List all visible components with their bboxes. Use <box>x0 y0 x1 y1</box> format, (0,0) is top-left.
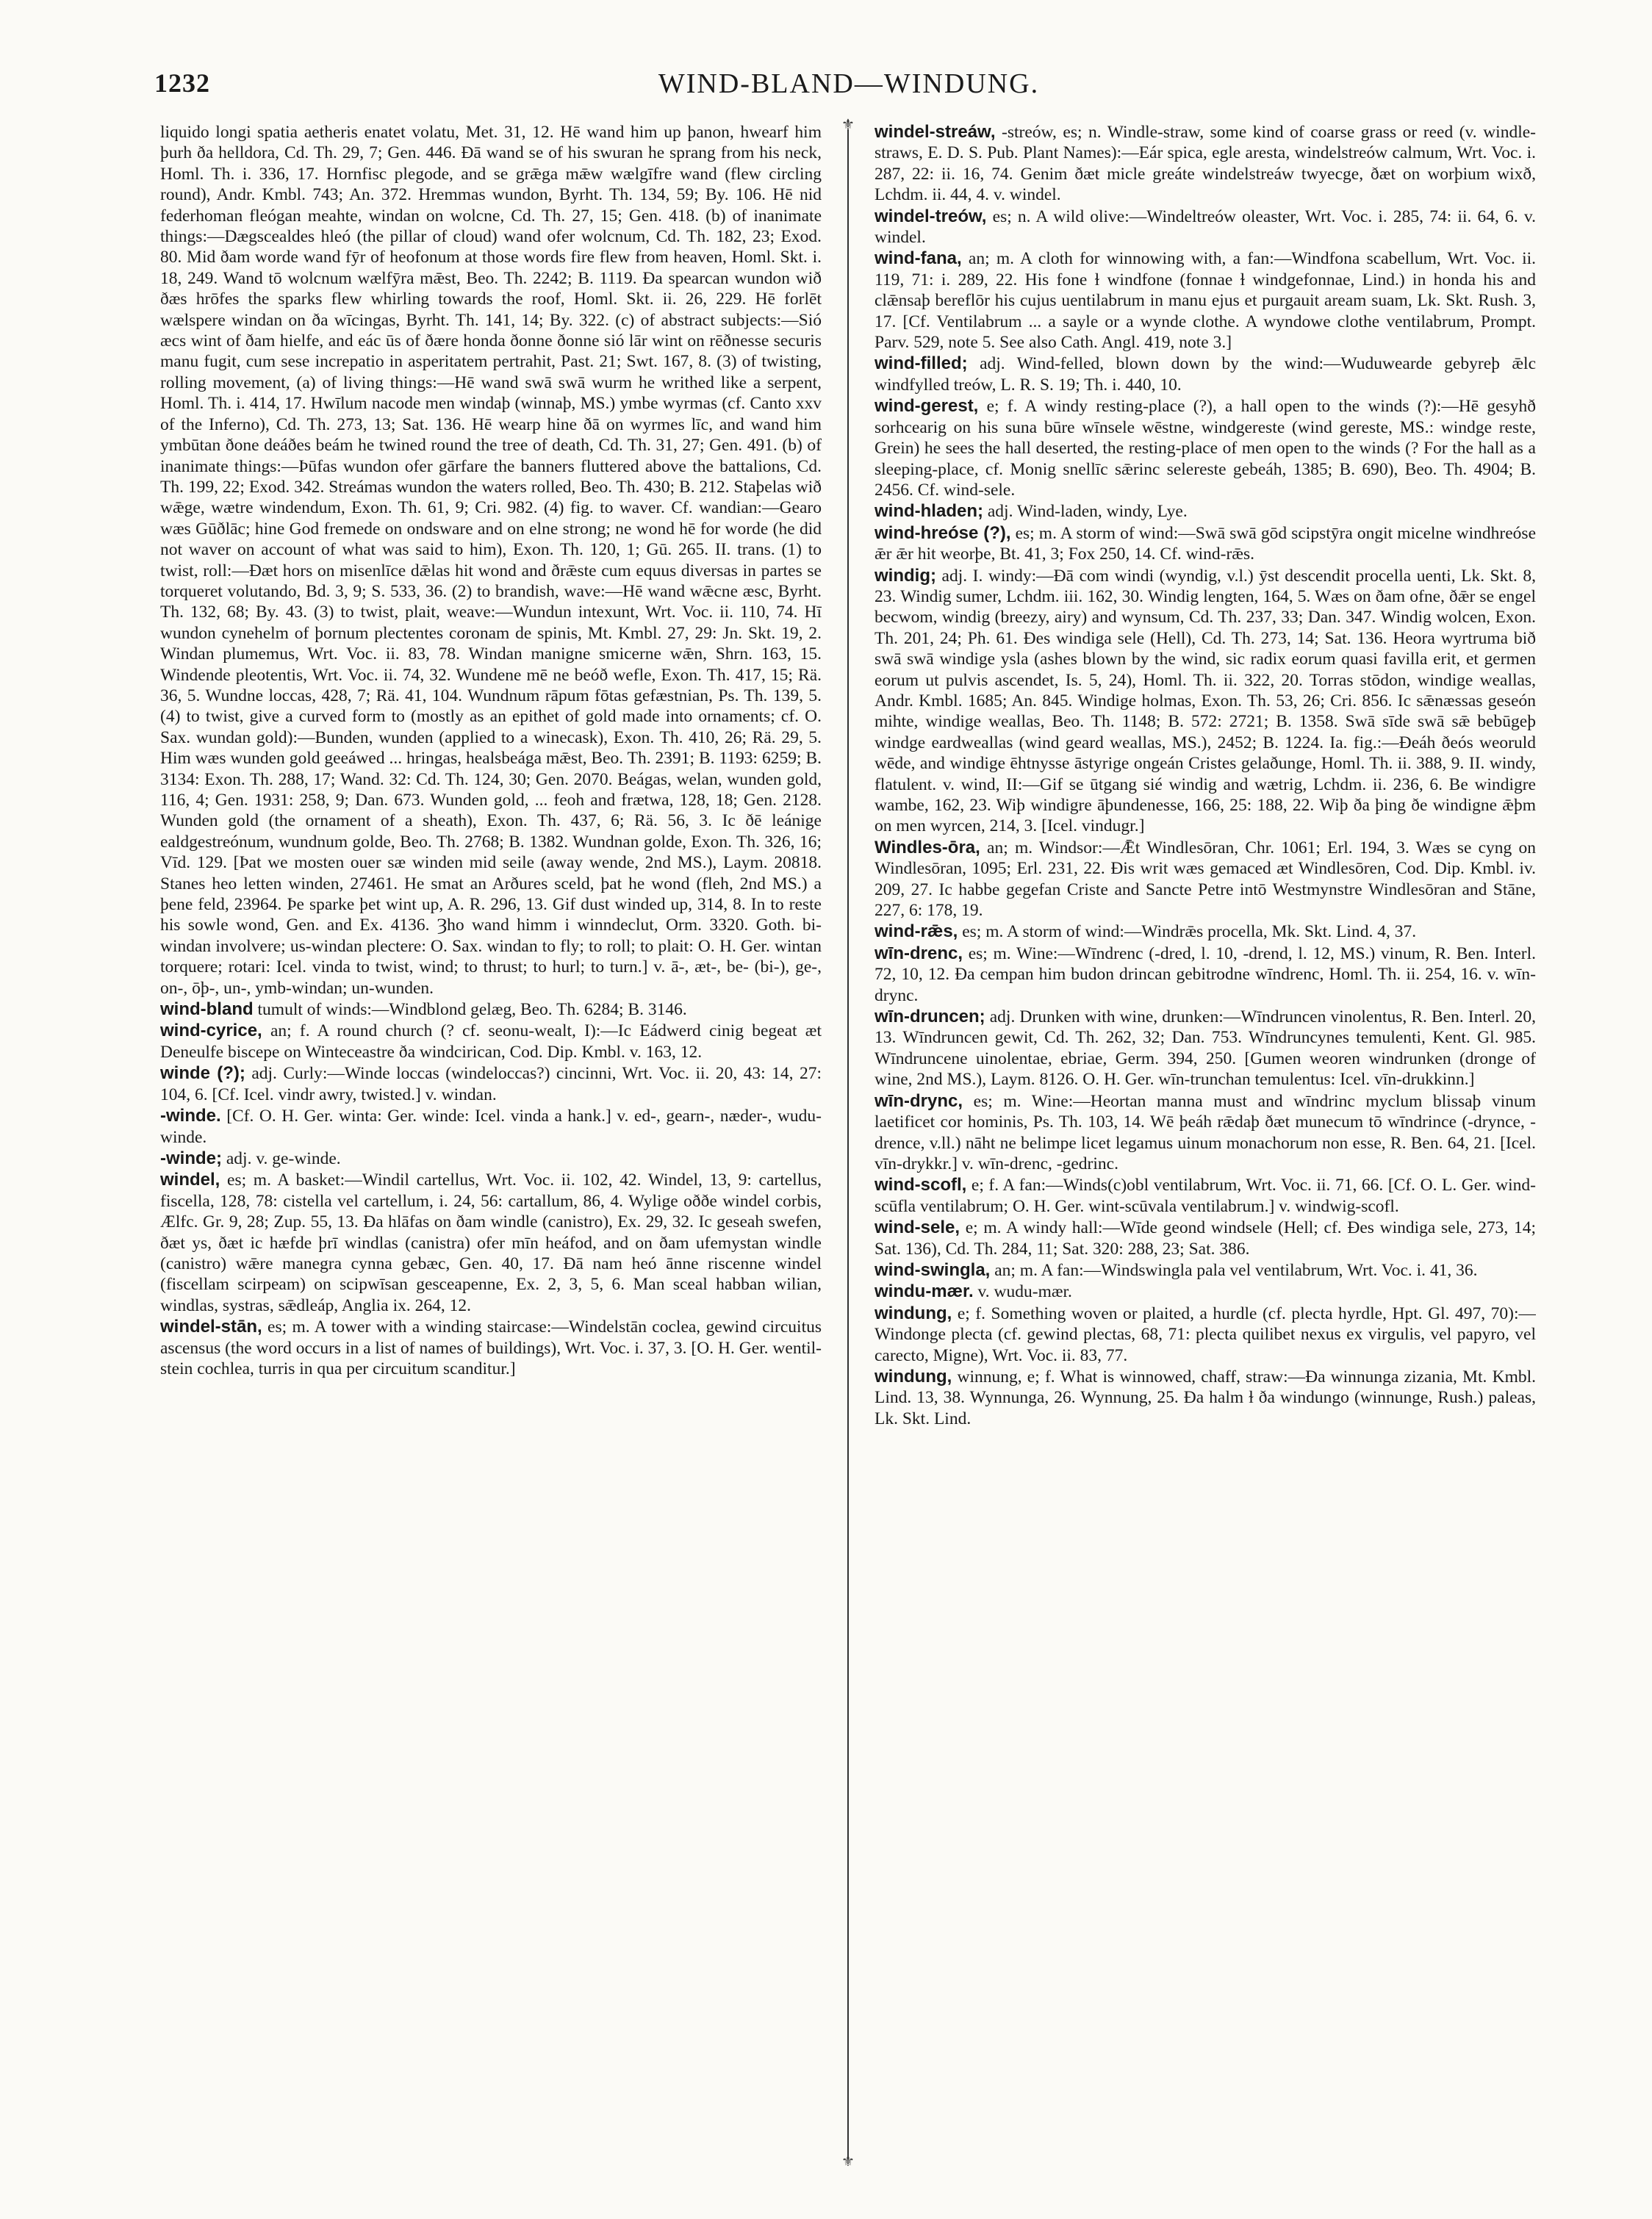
entry-headword: wind-filled; <box>875 353 968 374</box>
entry-definition: es; m. A storm of wind:—Windrǣs procella, Mk. Skt. Lind. 4, 37. <box>962 922 1417 942</box>
entry-headword: wind-hladen; <box>875 501 983 522</box>
divider-bottom-ornament-icon: ⚜ <box>841 2154 855 2170</box>
entry-definition: adj. Curly:—Winde loccas (windeloccas?) cincinni, Wrt. Voc. ii. 20, 43: 14, 27: 104, 6. [Cf. Icel. vindr awry, twisted.] v. windan. <box>160 1064 822 1104</box>
entry-definition: es; m. A basket:—Windil cartellus, Wrt. Voc. ii. 102, 42. Windel, 13, 9: cartellus, fiscella, 128, 78: cistella vel cartellum, i. 24, 56: cartallum, 86, 4. Wylige oððe windel corbis, Ælfc. Gr. 9, 28; Zup. 55, 13. Ða hlāfas on ðam windle (canistro), Ex. 29, 32. Ic geseah swefen, ðæt ys, ðæt ic hæfde þrī windlas (canistra) ofer mīn heáfod, and on ðam ufemystan windle (canistro) wǣre manegra cynna gebæc, Gen. 40, 17. Ðā nam heó ānne riscenne windel (fiscellam scirpeam) on scipwīsan gesceapenne, Ex. 2, 3, 5, 6. Man sceal habban wilian, windlas, systras, sǣdleáp, Anglia ix. 264, 12. <box>160 1170 822 1315</box>
entry-headword: windel, <box>160 1170 220 1190</box>
entry-headword: wind-gerest, <box>875 396 979 417</box>
dictionary-entry <box>875 921 1536 942</box>
dictionary-entry <box>875 943 1536 1006</box>
entry-headword: winde (?); <box>160 1063 245 1084</box>
entry-headword: wind-cyrice, <box>160 1021 262 1041</box>
entry-definition: adj. Drunken with wine, drunken:—Wīndruncen vinolentus, R. Ben. Interl. 20, 13. Wīndruncen gewit, Cd. Th. 262, 32; Dan. 753. Wīndruncynes temulenti, Kent. Gl. 985. Wīndruncene uinolentae, ebriae, Germ. 394, 250. [Gumen weoren windrunken (dronge of wine, 2nd MS.), Laym. 8126. O. H. Ger. wīn-trunchan temulentus: Icel. vīn-drukkinn.] <box>875 1007 1536 1090</box>
entry-headword: windel-stān, <box>160 1317 262 1337</box>
entry-definition: tumult of winds:—Windblond gelæg, Beo. Th. 6284; B. 3146. <box>257 1000 687 1020</box>
entry-headword: windung, <box>875 1366 952 1387</box>
dictionary-entry <box>875 566 1536 837</box>
entry-headword: wīn-druncen; <box>875 1007 985 1027</box>
entry-definition: an; m. A fan:—Windswingla pala vel ventilabrum, Wrt. Voc. i. 41, 36. <box>994 1260 1478 1280</box>
entry-definition: winnung, e; f. What is winnowed, chaff, straw:—Ða winnunga zizania, Mt. Kmbl. Lind. 13, 38. Wynnunga, 26. Wynnung, 25. Ða halm ɫ ða windungo (winnunge, Rush.) paleas, Lk. Skt. Lind. <box>875 1367 1536 1428</box>
entry-headword: wīn-drync, <box>875 1090 963 1111</box>
dictionary-entry <box>160 1021 822 1062</box>
entry-headword: wind-rǣs, <box>875 921 958 942</box>
dictionary-entry <box>875 838 1536 921</box>
entry-definition: an; m. A cloth for winnowing with, a fan:—Windfona scabellum, Wrt. Voc. ii. 119, 71: i. 289, 22. His fone ɫ windfone (fonnae ɫ windgefonnae, Lind.) in honda his and clǣnsaþ bereflōr his cujus uentilabrum in manu ejus et purgauit aream suam, Lk. Skt. Rush. 3, 17. [Cf. Ventilabrum ... a sayle or a wynde clothe. A wyndowe clothe ventilabrum, Prompt. Parv. 529, note 5. See also Cath. Angl. 419, note 3.] <box>875 249 1536 353</box>
entry-definition: e; f. A fan:—Winds(c)obl ventilabrum, Wrt. Voc. ii. 71, 66. [Cf. O. L. Ger. wind-scūfla ventilabrum; O. H. Ger. wint-scūvala ventilabrum.] v. windwig-scofl. <box>875 1176 1536 1216</box>
dictionary-entry <box>875 122 1536 206</box>
entry-definition: v. wudu-mær. <box>977 1282 1072 1302</box>
dictionary-entry <box>160 1170 822 1316</box>
entry-definition: an; m. Windsor:—Ǣt Windlesōran, Chr. 1061; Erl. 194, 3. Wæs se cyng on Windlesōran, 1095; Erl. 231, 22. Ðis writ wæs gemaced æt Windlesōren, Cod. Dip. Kmbl. iv. 209, 27. Ic habbe gegefan Criste and Sancte Petre intō Westmynstre Windlesōran and Stāne, 227, 6: 178, 19. <box>875 838 1536 921</box>
entry-headword: wind-fana, <box>875 248 962 269</box>
entry-definition: es; m. A storm of wind:—Swā swā gōd scipstȳra ongit micelne windhreóse ǣr ǣr hit weorþe, Bt. 41, 3; Fox 250, 14. Cf. wind-rǣs. <box>875 523 1536 564</box>
entry-definition: adj. v. ge-winde. <box>226 1148 341 1168</box>
dictionary-entry <box>875 1175 1536 1217</box>
entry-headword: wind-hreóse (?), <box>875 522 1011 543</box>
entry-headword: windig; <box>875 565 936 586</box>
entry-headword: windu-mær. <box>875 1281 974 1302</box>
dictionary-entry <box>875 523 1536 565</box>
dictionary-entry <box>875 501 1536 522</box>
entry-definition: an; f. A round church (? cf. seonu-wealt, I):—Ic Eádwerd cinig begeat æt Deneulfe biscepe on Winteceastre ða windcirican, Cod. Dip. Kmbl. v. 163, 12. <box>160 1021 822 1062</box>
dictionary-entry <box>875 1367 1536 1429</box>
dictionary-entry <box>160 1148 822 1169</box>
entry-definition: es; m. Wine:—Wīndrenc (-dred, l. 10, -drend, l. 12, MS.) vinum, R. Ben. Interl. 72, 10, 12. Ða cempan him budon drincan gebitrodne wīndrenc, Homl. Th. ii. 254, 16. v. wīn-drync. <box>875 943 1536 1005</box>
entry-definition: e; f. A windy resting-place (?), a hall open to the winds (?):—Hē gesyhð sorhcearig on his suna būre wīnsele wēstne, windgereste (wind gereste, MS.: windge reste, Grein) he sees the hall deserted, the resting-place of men open to the winds (? For the hall as a sleeping-place, cf. Monig snellīc sǣrinc selereste gebeáh, 1385; B. 690), Beo. Th. 4904; B. 2456. Cf. wind-sele. <box>875 397 1536 500</box>
entry-definition: -streów, es; n. Windle-straw, some kind of coarse grass or reed (v. windle-straws, E. D. S. Pub. Plant Names):—Eár spica, egle aresta, windelstreów calmum, Wrt. Voc. i. 287, 22: ii. 16, 74. Genim ðæt micle greáte windelstreáw twyecge, ðæt on worþium wixð, Lchdm. ii. 44, 4. v. windel. <box>875 123 1536 205</box>
dictionary-entry <box>875 248 1536 353</box>
entry-headword: wind-scofl, <box>875 1175 967 1195</box>
entry-definition: e; m. A windy hall:—Wīde geond windsele (Hell; cf. Ðes windiga sele, 273, 14; Sat. 136), Cd. Th. 284, 11; Sat. 320: 288, 23; Sat. 386. <box>875 1218 1536 1259</box>
dictionary-entry <box>875 353 1536 395</box>
column-divider <box>847 129 849 2157</box>
entry-headword: -winde; <box>160 1148 222 1168</box>
dictionary-entry <box>875 1281 1536 1302</box>
entry-headword: windung, <box>875 1303 952 1323</box>
entry-headword: Windles-ōra, <box>875 837 980 857</box>
dictionary-entry <box>875 1218 1536 1259</box>
dictionary-entry <box>875 1260 1536 1281</box>
page-number: 1232 <box>154 68 210 98</box>
right-column <box>875 122 1536 2165</box>
running-head: WIND-BLAND—WINDUNG. <box>658 68 1040 99</box>
entry-definition: es; m. Wine:—Heortan manna must and wīndrinc myclum blissaþ vinum laetificet cor hominis, Ps. Th. 103, 14. Wē þeáh rǣdaþ ðæt munecum tō wīndrince (-drynce, -drence, v.ll.) nāht ne belimpe licet legamus uinum monachorum non esse, R. Ben. 64, 21. [Icel. vīn-drykkr.] v. wīn-drenc, -gedrinc. <box>875 1091 1536 1173</box>
dictionary-entry <box>160 999 822 1020</box>
entry-headword: wind-swingla, <box>875 1259 991 1280</box>
entry-headword: wīn-drenc, <box>875 943 963 963</box>
dictionary-entry <box>160 1063 822 1105</box>
entry-definition: [Cf. O. H. Ger. winta: Ger. winde: Icel. vinda a hank.] v. ed-, gearn-, næder-, wudu-winde. <box>160 1107 822 1147</box>
dictionary-entry <box>160 122 822 999</box>
dictionary-entry <box>875 1303 1536 1366</box>
left-column <box>160 122 822 2165</box>
entry-definition: e; f. Something woven or plaited, a hurdle (cf. plecta hyrdle, Hpt. Gl. 497, 70):—Windonge plecta (cf. gewind plectas, 68, 71: plecta quilibet nexus ex virgulis, vel papyro, vel carecto, Migne), Wrt. Voc. ii. 83, 77. <box>875 1303 1536 1365</box>
entry-headword: wind-bland <box>160 999 254 1020</box>
entry-definition: adj. Wind-laden, windy, Lye. <box>987 502 1188 522</box>
entry-definition: liquido longi spatia aetheris enatet volatu, Met. 31, 12. Hē wand him up þanon, hwearf him þurh ða helldora, Cd. Th. 29, 7; Gen. 446. Ðā wand se of his swuran he sprang from his neck, Homl. Th. i. 336, 17. Hornfisc plegode, and se grǣga mǣw wælgīfre wand (flew circling round), Andr. Kmbl. 743; An. 372. Hremmas wundon, Byrht. Th. 134, 59; By. 106. Hē nid federhoman fleógan meahte, windan on wolcne, Cd. Th. 27, 15; Gen. 418. (b) of inanimate things:—Dægscealdes hleó (the pillar of cloud) wand ofer wolcnum, Cd. Th. 182, 23; Exod. 80. Mid ðam worde wand fȳr of heofonum at those words fire flew from heaven, Homl. Skt. i. 18, 249. Wand tō wolcnum wælfȳra mǣst, Beo. Th. 2242; B. 1119. Ða spearcan wundon wið ðæs hrōfes the sparks flew whirling towards the roof, Homl. Skt. ii. 26, 229. Hē forlēt wælspere windan on ða wīcingas, Byrht. Th. 141, 14; By. 322. (c) of abstract subjects:—Sió æcs wint of ðam hielfe, and eác ūs of ðære honda ðonne ðonne sió lār wint on rēðnesse securis manu fugit, cum sese increpatio in asperitatem pertrahit, Past. 21; Swt. 167, 8. (3) of twisting, rolling movement, (a) of living things:—Hē wand swā swā wurm he writhed like a serpent, Homl. Th. i. 414, 17. Hwīlum nacode men windaþ (winnaþ, MS.) ymbe wyrmas (cf. Canto xxv of the Inferno), Cd. Th. 273, 13; Sat. 136. Hē wearp hine ðā on wyrmes līc, and wand him ymbūtan ðone deáðes beám he twined round the tree of death, Cd. Th. 31, 27; Gen. 491. (b) of inanimate things:—Þūfas wundon ofer gārfare the banners fluttered above the battalions, Cd. Th. 199, 22; Exod. 342. Streámas wundon the waters rolled, Beo. Th. 430; B. 212. Staþelas wið wǣge, wætre windendum, Exon. Th. 61, 9; Cri. 982. (4) fig. to waver. Cf. wandian:—Gearo wæs Gūðlāc; hine God fremede on ondsware and on elne strong; ne wond hē for worde (he did not waver on account of what was said to him), Exon. Th. 120, 1; Gū. 265. II. trans. (1) to twist, roll:—Ðæt hors on misenlīce dǣlas hit wond and ðrǣste cum equus diversas in partes se torqueret volutando, Bd. 3, 9; S. 533, 36. (2) to brandish, wave:—Hē wand wǣcne æsc, Byrht. Th. 132, 68; By. 43. (3) to twist, plait, weave:—Wundun intexunt, Wrt. Voc. ii. 110, 74. Hī wundon cynehelm of þornum plectentes coronam de spinis, Mt. Kmbl. 27, 29: Jn. Skt. 19, 2. Windan plumemus, Wrt. Voc. ii. 83, 78. Windan manigne smicerne wǣn, Shrn. 163, 15. Windende pleotentis, Wrt. Voc. ii. 74, 32. Wundene mē ne beóð wefle, Exon. Th. 417, 15; Rä. 36, 5. Wundne loccas, 428, 7; Rä. 41, 104. Wundnum rāpum fōtas gefæstnian, Ps. Th. 139, 5. (4) to twist, give a curved form to (mostly as an epithet of gold made into ornaments; cf. O. Sax. wundan gold):—Bunden, wunden (applied to a winecask), Exon. Th. 410, 26; Rä. 29, 5. Him wæs wunden gold geeáwed ... hringas, healsbeága mǣst, Beo. Th. 2391; B. 1193: 6259; B. 3134: Exon. Th. 288, 17; Wand. 32: Cd. Th. 124, 30; Gen. 2070. Beágas, welan, wunden gold, 116, 4; Gen. 1931: 258, 9; Dan. 673. Wunden gold, ... feoh and frætwa, 128, 18; Gen. 2128. Wunden gold (the ornament of a sheath), Exon. Th. 437, 6; Rä. 56, 3. Ic ðē leánige ealdgestreónum, wundnum golde, Beo. Th. 2768; B. 1382. Wundnan golde, Exon. Th. 326, 16; Vīd. 129. [Þat we mosten ouer sæ winden mid seile (away wende, 2nd MS.), Laym. 20818. Stanes heo letten winden, 27461. He smat an Arðures sceld, þat he wond (fleh, 2nd MS.) a þene feld, 23964. Þe sparke þet wint up, A. R. 296, 13. Gif dust winded up, 314, 8. In to reste his sowle wond, Gen. and Ex. 4136. Ȝho wand himm i winndeclut, Orm. 3320. Goth. bi-windan involvere; us-windan plectere: O. Sax. windan to fly; to roll; to plait: O. H. Ger. wintan torquere; rotari: Icel. vinda to twist, wind; to thrust; to hurl; to turn.] v. ā-, æt-, be- (bi-), ge-, on-, ōþ-, un-, ymb-windan; un-wunden. <box>160 123 822 998</box>
dictionary-columns <box>160 117 1542 2170</box>
entry-definition: adj. I. windy:—Ðā com windi (wyndig, v.l.) ȳst descendit procella uenti, Lk. Skt. 8, 23. Windig sumer, Lchdm. iii. 162, 30. Windig lengten, 164, 5. Wæs on ðam ofne, ðǣr se engel becwom, windig (breezy, airy) and wynsum, Cd. Th. 237, 33; Dan. 347. Windig wolcen, Exon. Th. 201, 24; Ph. 61. Ðes windiga sele (Hell), Cd. Th. 273, 14; Sat. 136. Heora wyrtruma bið swā swā windige ysla (ashes blown by the wind, sic radix eorum quasi favilla erit, et germen eorum ut pulvis ascendet, Is. 5, 24), Homl. Th. ii. 322, 20. Torras stōdon, windige weallas, Andr. Kmbl. 1685; An. 845. Windige holmas, Exon. Th. 53, 26; Cri. 856. Ic sǣnæssas geseón mihte, windige weallas, Beo. Th. 1148; B. 572: 2721; B. 1358. Swā sīde swā sǣ bebūgeþ windge eardweallas (wind geard weallas, MS.), 2452; B. 1224. Ia. fig.:—Ðeáh ðeós weoruld wēde, and windige ēhtnysse āstyrige ongeán Cristes gelaðunge, Homl. Th. ii. 388, 9. II. windy, flatulent. v. wind, II:—Gif se ūtgang sié windig and wætrig, Lchdm. ii. 236, 6. Be windigre wambe, 162, 23. Wiþ windigre āþundenesse, 166, 25: 188, 22. Wiþ ða þing ðe windigne ǣþm on men wyrcen, 214, 3. [Icel. vindugr.] <box>875 566 1536 836</box>
page-header <box>154 68 1543 112</box>
dictionary-entry <box>875 1007 1536 1090</box>
entry-headword: windel-streáw, <box>875 122 996 142</box>
entry-headword: wind-sele, <box>875 1218 960 1238</box>
dictionary-entry <box>875 396 1536 500</box>
dictionary-entry <box>160 1317 822 1379</box>
entry-headword: windel-treów, <box>875 206 987 226</box>
entry-definition: es; n. A wild olive:—Windeltreów oleaster, Wrt. Voc. i. 285, 74: ii. 64, 6. v. windel. <box>875 206 1536 248</box>
entry-definition: es; m. A tower with a winding staircase:—Windelstān coclea, gewind circuitus ascensus (the word occurs in a list of names of buildings), Wrt. Voc. i. 37, 3. [O. H. Ger. wentil-stein cochlea, turris in qua per circuitum scanditur.] <box>160 1317 822 1378</box>
entry-definition: adj. Wind-felled, blown down by the wind:—Wuduwearde gebyreþ ǣlc windfylled treów, L. R. S. 19; Th. i. 440, 10. <box>875 354 1536 395</box>
divider-top-ornament-icon: ⚜ <box>841 117 855 133</box>
dictionary-entry <box>875 1091 1536 1175</box>
dictionary-entry <box>875 206 1536 248</box>
entry-headword: -winde. <box>160 1106 221 1126</box>
dictionary-entry <box>160 1106 822 1148</box>
